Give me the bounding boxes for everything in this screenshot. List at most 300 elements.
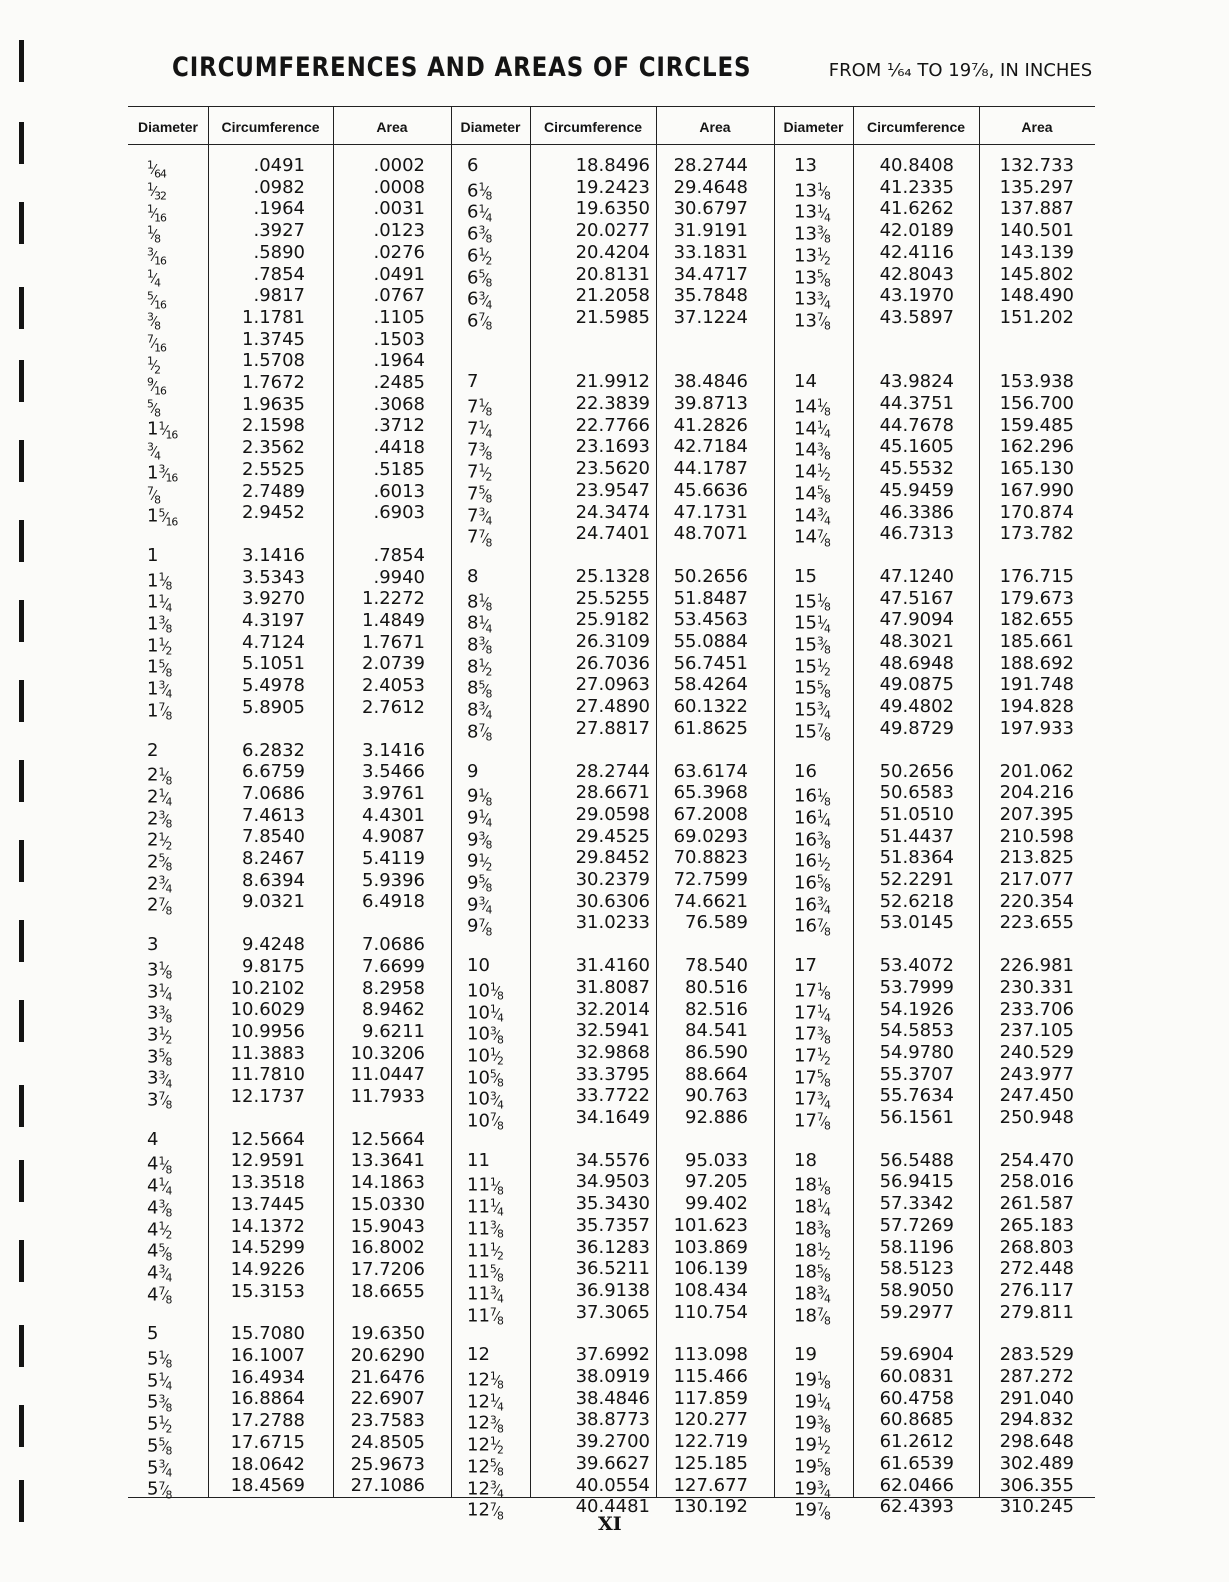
area-cell: 182.655: [999, 609, 1074, 631]
area-cell: 265.183: [999, 1214, 1074, 1236]
area-cell: .9940: [373, 566, 425, 588]
binding-mark: [19, 1325, 24, 1367]
circumference-cell: 18.0642: [230, 1453, 305, 1475]
circumference-cell: 4.7124: [242, 631, 305, 653]
circumference-cell: 10.6029: [230, 999, 305, 1021]
circumference-cell: 43.5897: [879, 306, 954, 328]
circumference-cell: 48.6948: [879, 652, 954, 674]
diameter-cell: $14^5⁄_8$: [794, 483, 830, 506]
area-cell: 310.245: [999, 1496, 1074, 1518]
area-cell: 148.490: [999, 285, 1074, 307]
diameter-cell: 18: [794, 1149, 817, 1171]
circumference-cell: 59.2977: [879, 1301, 954, 1323]
diameter-cell: $^9⁄_{16}$: [147, 376, 166, 398]
diameter-cell: 13: [794, 155, 817, 176]
diameter-cell: $17^1⁄_2$: [794, 1045, 830, 1068]
area-cell: 23.7583: [350, 1410, 425, 1432]
circumference-cell: 20.4204: [575, 241, 650, 263]
area-cell: 108.434: [673, 1279, 748, 1301]
diameter-cell: $6^1⁄_2$: [467, 245, 492, 268]
circumference-cell: 41.2335: [879, 176, 954, 198]
diameter-cell: $5^5⁄_8$: [147, 1435, 172, 1458]
circumference-cell: 39.2700: [575, 1431, 650, 1453]
circumference-cell: 34.1649: [575, 1107, 650, 1128]
diameter-cell: $7^1⁄_4$: [467, 418, 492, 441]
area-cell: 122.719: [673, 1431, 748, 1453]
circumference-cell: 35.7357: [575, 1214, 650, 1236]
diameter-cell: $7^3⁄_8$: [467, 439, 492, 463]
diameter-cell: $14^3⁄_8$: [794, 439, 830, 463]
area-cell: 69.0293: [673, 825, 748, 847]
diameter-cell: $8^1⁄_2$: [467, 656, 492, 679]
diameter-cell: $19^1⁄_4$: [794, 1391, 830, 1414]
area-cell: 117.859: [673, 1387, 748, 1409]
circumference-cell: 2.3562: [242, 437, 305, 459]
area-cell: 115.466: [673, 1366, 748, 1387]
circumference-cell: 53.7999: [879, 976, 954, 998]
area-cell: 20.6290: [350, 1345, 425, 1366]
area-cell: 88.664: [685, 1063, 748, 1085]
area-cell: 2.0739: [362, 653, 425, 675]
diameter-cell: $15^7⁄_8$: [794, 721, 830, 744]
diameter-cell: $^3⁄_{16}$: [147, 245, 166, 268]
diameter-cell: $10^1⁄_8$: [467, 980, 503, 1003]
area-cell: 165.130: [999, 458, 1074, 480]
circumference-cell: 6.6759: [242, 761, 305, 783]
header-rule: [128, 144, 1095, 145]
area-cell: 298.648: [999, 1431, 1074, 1453]
area-cell: 90.763: [685, 1085, 748, 1107]
circumference-cell: 21.2058: [575, 285, 650, 307]
area-cell: 247.450: [999, 1085, 1074, 1107]
header-circumference: Circumference: [221, 119, 320, 135]
area-cell: 194.828: [999, 696, 1074, 718]
area-cell: 1.2272: [362, 588, 425, 610]
area-cell: 151.202: [999, 306, 1074, 328]
circumference-cell: 47.9094: [879, 609, 954, 631]
circumference-cell: 22.7766: [575, 414, 650, 436]
area-cell: 8.2958: [362, 977, 425, 999]
area-cell: .7854: [373, 544, 425, 566]
diameter-cell: $7^5⁄_8$: [467, 483, 492, 506]
circumference-cell: 57.3342: [879, 1193, 954, 1215]
area-cell: 51.8487: [673, 587, 748, 609]
diameter-cell: $19^5⁄_8$: [794, 1456, 830, 1479]
diameter-cell: $7^1⁄_2$: [467, 461, 492, 485]
area-cell: 287.272: [999, 1366, 1074, 1387]
circumference-cell: 38.8773: [575, 1409, 650, 1431]
circumference-cell: 1.9635: [242, 393, 305, 415]
circumference-cell: 47.5167: [879, 587, 954, 609]
diameter-cell: $6^1⁄_4$: [467, 201, 492, 225]
diameter-cell: $^3⁄_4$: [147, 441, 160, 464]
area-cell: 28.2744: [673, 155, 748, 176]
area-cell: .6013: [373, 480, 425, 502]
diameter-cell: $13^3⁄_4$: [794, 288, 830, 312]
circumference-cell: 12.9591: [230, 1150, 305, 1172]
diameter-cell: $18^3⁄_4$: [794, 1283, 830, 1306]
circumference-cell: 3.9270: [242, 588, 305, 610]
circumference-cell: 35.3430: [575, 1193, 650, 1215]
circumference-cell: 43.1970: [879, 285, 954, 307]
circumference-cell: 54.1926: [879, 998, 954, 1020]
circumference-cell: 28.2744: [575, 760, 650, 782]
area-cell: 276.117: [999, 1279, 1074, 1301]
area-cell: .1503: [373, 328, 425, 350]
circumference-cell: 10.2102: [230, 977, 305, 999]
area-cell: .0123: [373, 220, 425, 242]
circumference-cell: 42.4116: [879, 241, 954, 263]
area-cell: 113.098: [673, 1344, 748, 1366]
circumference-cell: 11.3883: [230, 1042, 305, 1064]
circumference-cell: 18.8496: [575, 155, 650, 176]
area-cell: 213.825: [999, 847, 1074, 869]
area-cell: 279.811: [999, 1301, 1074, 1323]
circumference-cell: 58.9050: [879, 1279, 954, 1301]
diameter-cell: $1^1⁄_{16}$: [147, 418, 178, 442]
area-cell: 15.0330: [350, 1193, 425, 1215]
circumference-cell: 8.6394: [242, 869, 305, 891]
diameter-cell: $4^1⁄_2$: [147, 1218, 172, 1242]
diameter-cell: 8: [467, 565, 479, 587]
diameter-cell: $12^7⁄_8$: [467, 1499, 503, 1523]
area-cell: 2.4053: [362, 675, 425, 697]
circumference-cell: 24.3474: [575, 501, 650, 523]
circumference-cell: 60.4758: [879, 1387, 954, 1409]
circumference-cell: 52.2291: [879, 869, 954, 890]
area-cell: .2485: [373, 372, 425, 393]
diameter-cell: 15: [794, 565, 817, 587]
circumference-cell: 60.8685: [879, 1409, 954, 1431]
area-cell: 258.016: [999, 1171, 1074, 1193]
area-cell: 207.395: [999, 803, 1074, 825]
circumference-cell: 39.6627: [575, 1452, 650, 1474]
area-cell: .1105: [373, 306, 425, 328]
area-cell: 283.529: [999, 1344, 1074, 1366]
circumference-cell: 44.7678: [879, 414, 954, 436]
area-cell: 6.4918: [362, 891, 425, 913]
area-cell: 220.354: [999, 890, 1074, 912]
diameter-cell: $^1⁄_{16}$: [147, 202, 166, 225]
area-cell: 11.0447: [350, 1064, 425, 1086]
binding-mark: [19, 840, 24, 882]
binding-mark: [19, 520, 24, 562]
area-cell: 72.7599: [673, 869, 748, 890]
area-cell: 120.277: [673, 1409, 748, 1431]
circumference-cell: 19.6350: [575, 198, 650, 220]
diameter-cell: $^3⁄_8$: [147, 310, 160, 333]
circumference-cell: 7.4613: [242, 804, 305, 826]
diameter-cell: $^7⁄_8$: [147, 484, 160, 507]
diameter-cell: 1: [147, 544, 159, 566]
diameter-cell: $16^1⁄_4$: [794, 807, 830, 830]
area-cell: 125.185: [673, 1452, 748, 1474]
diameter-cell: $1^3⁄_4$: [147, 678, 172, 702]
diameter-cell: $4^7⁄_8$: [147, 1283, 172, 1307]
diameter-cell: $13^7⁄_8$: [794, 310, 830, 333]
binding-mark: [19, 920, 24, 962]
area-cell: 19.6350: [350, 1323, 425, 1345]
diameter-cell: $17^5⁄_8$: [794, 1066, 830, 1090]
diameter-cell: $3^1⁄_8$: [147, 959, 172, 982]
diameter-cell: $18^7⁄_8$: [794, 1304, 830, 1328]
diameter-cell: $10^5⁄_8$: [467, 1066, 503, 1090]
circumference-cell: 30.6306: [575, 890, 650, 912]
circumference-cell: 40.4481: [575, 1496, 650, 1518]
diameter-cell: $13^1⁄_2$: [794, 245, 830, 268]
diameter-cell: $14^1⁄_2$: [794, 461, 830, 485]
circumference-cell: 27.8817: [575, 717, 650, 739]
area-cell: 12.5664: [350, 1128, 425, 1150]
area-cell: .3068: [373, 393, 425, 415]
circumference-cell: 18.4569: [230, 1475, 305, 1497]
diameter-cell: $18^1⁄_4$: [794, 1196, 830, 1220]
area-cell: 55.0884: [673, 631, 748, 652]
diameter-cell: $18^1⁄_8$: [794, 1174, 830, 1198]
diameter-cell: $18^5⁄_8$: [794, 1261, 830, 1285]
circles-table: [128, 106, 1095, 1523]
diameter-cell: 12: [467, 1344, 490, 1366]
circumference-cell: 61.2612: [879, 1431, 954, 1453]
area-cell: 173.782: [999, 523, 1074, 545]
circumference-cell: 23.9547: [575, 479, 650, 501]
area-cell: 1.7671: [362, 631, 425, 653]
area-cell: 226.981: [999, 955, 1074, 977]
diameter-cell: $2^3⁄_8$: [147, 807, 172, 831]
area-cell: 16.8002: [350, 1237, 425, 1259]
circumference-cell: 8.2467: [242, 848, 305, 869]
circumference-cell: 50.2656: [879, 760, 954, 782]
circumference-cell: 9.8175: [242, 955, 305, 977]
diameter-cell: $5^1⁄_8$: [147, 1348, 172, 1371]
binding-mark: [19, 1000, 24, 1042]
circumference-cell: 56.1561: [879, 1107, 954, 1128]
circumference-cell: 38.0919: [575, 1366, 650, 1387]
diameter-cell: $6^5⁄_8$: [467, 266, 492, 290]
area-cell: .5185: [373, 458, 425, 480]
area-cell: 132.733: [999, 155, 1074, 176]
circumference-cell: 36.5211: [575, 1258, 650, 1280]
header-circumference: Circumference: [543, 119, 643, 135]
circumference-cell: 9.0321: [242, 891, 305, 913]
diameter-cell: $17^7⁄_8$: [794, 1110, 830, 1133]
diameter-cell: $5^1⁄_4$: [147, 1370, 172, 1393]
area-cell: .3712: [373, 415, 425, 437]
circumference-cell: 31.8087: [575, 976, 650, 998]
circumference-cell: .3927: [253, 220, 305, 242]
circumference-cell: 48.3021: [879, 631, 954, 652]
area-cell: 230.331: [999, 976, 1074, 998]
diameter-cell: $3^1⁄_4$: [147, 980, 172, 1004]
area-cell: 162.296: [999, 436, 1074, 458]
circumference-cell: 14.9226: [230, 1258, 305, 1280]
diameter-cell: $16^3⁄_4$: [794, 894, 830, 917]
area-cell: 140.501: [999, 220, 1074, 242]
circumference-cell: 29.4525: [575, 825, 650, 847]
circumference-cell: 29.0598: [575, 803, 650, 825]
header-area: Area: [376, 119, 408, 135]
diameter-cell: $19^3⁄_8$: [794, 1412, 830, 1436]
diameter-cell: $3^1⁄_2$: [147, 1024, 172, 1047]
diameter-cell: $15^1⁄_8$: [794, 590, 830, 614]
diameter-cell: $11^3⁄_8$: [467, 1218, 503, 1241]
diameter-cell: 9: [467, 760, 479, 782]
circumference-cell: 55.7634: [879, 1085, 954, 1107]
circumference-cell: 2.7489: [242, 480, 305, 502]
circumference-cell: 13.7445: [230, 1193, 305, 1215]
circumference-cell: 21.5985: [575, 306, 650, 328]
area-cell: .4418: [373, 437, 425, 459]
diameter-cell: $7^7⁄_8$: [467, 526, 492, 550]
binding-mark: [19, 440, 24, 482]
area-cell: 145.802: [999, 263, 1074, 285]
area-cell: 18.6655: [350, 1280, 425, 1302]
diameter-cell: $5^1⁄_2$: [147, 1413, 172, 1437]
circumference-cell: 46.7313: [879, 523, 954, 545]
binding-mark: [19, 287, 24, 329]
area-cell: 92.886: [685, 1107, 748, 1128]
area-cell: 127.677: [673, 1474, 748, 1496]
diameter-cell: $16^5⁄_8$: [794, 872, 830, 895]
circumference-cell: 56.9415: [879, 1171, 954, 1193]
circumference-cell: 49.0875: [879, 674, 954, 696]
diameter-cell: $1^3⁄_8$: [147, 613, 172, 636]
diameter-cell: $8^5⁄_8$: [467, 677, 492, 701]
area-cell: 302.489: [999, 1452, 1074, 1474]
binding-mark: [19, 1160, 24, 1202]
area-cell: 5.9396: [362, 869, 425, 891]
circumference-cell: .0982: [253, 176, 305, 198]
diameter-cell: 2: [147, 739, 159, 761]
diameter-cell: $11^3⁄_4$: [467, 1283, 503, 1306]
area-cell: 29.4648: [673, 176, 748, 198]
diameter-cell: $6^1⁄_8$: [467, 180, 492, 203]
area-cell: 17.7206: [350, 1258, 425, 1280]
circumference-cell: .5890: [253, 241, 305, 263]
area-cell: 240.529: [999, 1041, 1074, 1063]
area-cell: 76.589: [685, 912, 748, 934]
diameter-cell: $3^7⁄_8$: [147, 1089, 172, 1112]
area-cell: 50.2656: [673, 565, 748, 587]
diameter-cell: $12^1⁄_4$: [467, 1391, 503, 1414]
circumference-cell: 5.4978: [242, 675, 305, 697]
area-cell: 42.7184: [673, 436, 748, 458]
circumference-cell: 60.0831: [879, 1366, 954, 1387]
diameter-cell: $8^7⁄_8$: [467, 721, 492, 744]
diameter-cell: $6^7⁄_8$: [467, 310, 492, 333]
diameter-cell: $17^3⁄_8$: [794, 1023, 830, 1047]
diameter-cell: $2^7⁄_8$: [147, 894, 172, 918]
area-cell: 47.1731: [673, 501, 748, 523]
circumference-cell: 3.5343: [242, 566, 305, 588]
diameter-cell: $6^3⁄_8$: [467, 223, 492, 247]
area-cell: 48.7071: [673, 523, 748, 545]
circumference-cell: 33.7722: [575, 1085, 650, 1107]
diameter-cell: $^5⁄_8$: [147, 397, 160, 420]
header-diameter: Diameter: [138, 119, 198, 135]
area-cell: 27.1086: [350, 1475, 425, 1497]
circumference-cell: 32.9868: [575, 1041, 650, 1063]
circumference-cell: 54.9780: [879, 1041, 954, 1063]
area-cell: 185.661: [999, 631, 1074, 652]
circumference-cell: 20.0277: [575, 220, 650, 242]
binding-mark: [19, 680, 24, 722]
circumference-cell: 47.1240: [879, 565, 954, 587]
binding-mark: [19, 202, 24, 244]
area-cell: 7.6699: [362, 955, 425, 977]
area-cell: 4.9087: [362, 826, 425, 848]
diameter-cell: $11^1⁄_2$: [467, 1239, 503, 1263]
diameter-cell: $10^1⁄_4$: [467, 1001, 503, 1025]
column-divider: [774, 107, 775, 1497]
circumference-cell: 23.1693: [575, 436, 650, 458]
area-cell: .0491: [373, 263, 425, 285]
circumference-cell: 46.3386: [879, 501, 954, 523]
diameter-cell: $14^7⁄_8$: [794, 526, 830, 550]
diameter-cell: 19: [794, 1344, 817, 1366]
circumference-cell: 6.2832: [242, 739, 305, 761]
circumference-cell: 53.4072: [879, 955, 954, 977]
area-cell: 33.1831: [673, 241, 748, 263]
header-circumference: Circumference: [866, 119, 966, 135]
circumference-cell: 59.6904: [879, 1344, 954, 1366]
circumference-cell: 28.6671: [575, 782, 650, 804]
circumference-cell: 16.1007: [230, 1345, 305, 1366]
area-cell: .0767: [373, 285, 425, 307]
binding-mark: [19, 600, 24, 642]
diameter-cell: $1^7⁄_8$: [147, 700, 172, 723]
area-cell: 137.887: [999, 198, 1074, 220]
circumference-cell: .7854: [253, 263, 305, 285]
area-cell: 217.077: [999, 869, 1074, 890]
circumference-cell: 2.1598: [242, 415, 305, 437]
diameter-cell: $8^3⁄_4$: [467, 699, 492, 723]
diameter-cell: $2^1⁄_4$: [147, 786, 172, 809]
area-cell: 65.3968: [673, 782, 748, 804]
header-area: Area: [699, 119, 731, 135]
area-cell: 74.6621: [673, 890, 748, 912]
circumference-cell: 5.1051: [242, 653, 305, 675]
circumference-cell: 24.7401: [575, 523, 650, 545]
diameter-cell: 6: [467, 155, 479, 176]
circumference-cell: 51.0510: [879, 803, 954, 825]
diameter-cell: 5: [147, 1323, 159, 1345]
circumference-cell: 11.7810: [230, 1064, 305, 1086]
diameter-cell: $17^1⁄_8$: [794, 980, 830, 1003]
area-cell: 21.6476: [350, 1366, 425, 1388]
diameter-cell: $12^1⁄_8$: [467, 1369, 503, 1392]
column-divider: [451, 107, 452, 1497]
diameter-cell: $12^3⁄_4$: [467, 1477, 503, 1501]
circumference-cell: 42.0189: [879, 220, 954, 242]
circumference-cell: 34.9503: [575, 1171, 650, 1193]
diameter-cell: $15^5⁄_8$: [794, 677, 830, 701]
circumference-cell: 17.2788: [230, 1410, 305, 1432]
diameter-cell: 4: [147, 1128, 159, 1150]
circumference-cell: 29.8452: [575, 847, 650, 869]
area-cell: 41.2826: [673, 414, 748, 436]
diameter-cell: $9^1⁄_4$: [467, 807, 492, 830]
diameter-cell: $14^1⁄_8$: [794, 396, 830, 419]
diameter-cell: $11^1⁄_4$: [467, 1196, 503, 1220]
area-cell: 24.8505: [350, 1431, 425, 1453]
circumference-cell: 57.7269: [879, 1214, 954, 1236]
circumference-cell: 2.5525: [242, 458, 305, 480]
circumference-cell: 42.8043: [879, 263, 954, 285]
circumference-cell: 49.8729: [879, 717, 954, 739]
title-subtitle: FROM ¹⁄₆₄ TO 19⁷⁄₈, IN INCHES: [828, 60, 1093, 81]
area-cell: .0002: [373, 155, 425, 176]
